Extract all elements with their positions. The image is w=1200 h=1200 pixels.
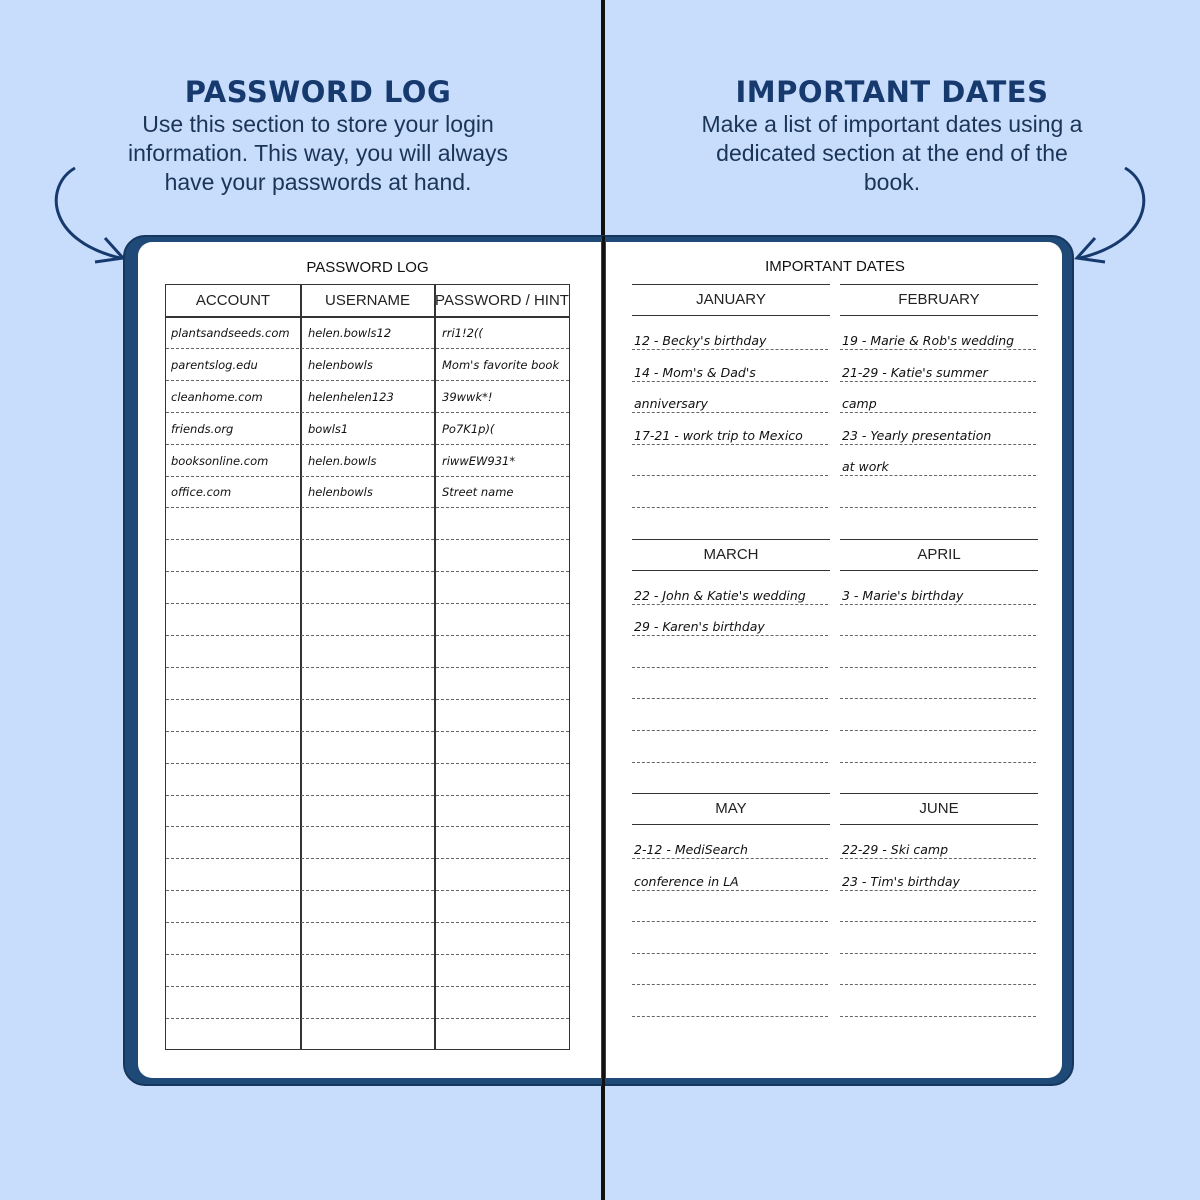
- row-rule: [166, 699, 569, 700]
- entry-line: [840, 444, 1036, 445]
- row-rule: [166, 412, 569, 413]
- entry-line: [632, 890, 828, 891]
- row-rule: [166, 890, 569, 891]
- book-spine: [602, 236, 605, 1086]
- account-cell: parentslog.edu: [171, 357, 258, 372]
- entry-line: [840, 890, 1036, 891]
- row-rule: [166, 603, 569, 604]
- entry-line: [632, 858, 828, 859]
- heading-title: PASSWORD LOG: [184, 75, 452, 109]
- row-rule: [166, 922, 569, 923]
- row-rule: [166, 954, 569, 955]
- username-cell: helen.bowls12: [308, 325, 392, 340]
- entry-line: [632, 762, 828, 763]
- date-entry: at work: [842, 459, 889, 475]
- date-entry: 29 - Karen's birthday: [634, 619, 765, 635]
- password-cell: rri1!2((: [442, 325, 483, 340]
- curved-arrow-right-icon: [1065, 160, 1155, 270]
- password-cell: 39wwk*!: [442, 389, 493, 404]
- entry-line: [632, 667, 828, 668]
- entry-line: [840, 604, 1036, 605]
- row-rule: [166, 476, 569, 477]
- row-rule: [166, 763, 569, 764]
- username-cell: bowls1: [308, 421, 349, 436]
- month-header-may: MAY: [632, 793, 830, 825]
- entry-line: [840, 730, 1036, 731]
- row-rule: [166, 348, 569, 349]
- password-log-title: PASSWORD LOG: [306, 259, 429, 276]
- column-header-username: USERNAME: [324, 292, 410, 309]
- important-dates-title: IMPORTANT DATES: [765, 258, 905, 275]
- entry-line: [632, 381, 828, 382]
- date-entry: 14 - Mom's & Dad's: [634, 364, 756, 380]
- entry-line: [840, 667, 1036, 668]
- entry-line: [840, 858, 1036, 859]
- column-header-account: ACCOUNT: [195, 292, 271, 309]
- entry-line: [632, 444, 828, 445]
- date-entry: 22-29 - Ski camp: [842, 842, 949, 857]
- account-cell: friends.org: [171, 421, 234, 436]
- entry-line: [840, 984, 1036, 985]
- month-header-march: MARCH: [632, 539, 830, 571]
- row-rule: [166, 444, 569, 445]
- heading-line: information. This way, you will always: [127, 140, 509, 166]
- entry-line: [840, 1016, 1036, 1017]
- date-entry: 22 - John & Katie's wedding: [634, 587, 806, 603]
- row-rule: [166, 986, 569, 987]
- password-table: [165, 284, 570, 1050]
- date-entry: anniversary: [634, 396, 708, 412]
- date-entry: 2-12 - MediSearch: [634, 842, 748, 857]
- date-entry: 23 - Tim's birthday: [842, 873, 960, 889]
- entry-line: [632, 921, 828, 922]
- month-header-january: JANUARY: [632, 284, 830, 316]
- entry-line: [840, 762, 1036, 763]
- password-cell: Mom's favorite book: [442, 357, 560, 372]
- date-entry: 17-21 - work trip to Mexico: [634, 427, 803, 443]
- username-cell: helenbowls: [308, 357, 373, 372]
- date-entry: 3 - Marie's birthday: [842, 587, 964, 603]
- entry-line: [840, 381, 1036, 382]
- date-entry: 21-29 - Katie's summer: [842, 364, 988, 380]
- date-entry: conference in LA: [634, 873, 739, 889]
- entry-line: [632, 412, 828, 413]
- row-rule: [166, 795, 569, 796]
- row-rule: [166, 667, 569, 668]
- row-rule: [166, 826, 569, 827]
- entry-line: [632, 635, 828, 636]
- username-cell: helenhelen123: [308, 389, 394, 404]
- password-cell: Po7K1p)(: [442, 421, 495, 436]
- entry-line: [632, 730, 828, 731]
- header-rule: [166, 316, 569, 318]
- row-rule: [166, 380, 569, 381]
- account-cell: booksonline.com: [171, 453, 269, 468]
- row-rule: [166, 571, 569, 572]
- row-rule: [166, 539, 569, 540]
- curved-arrow-left-icon: [45, 160, 135, 270]
- entry-line: [840, 475, 1036, 476]
- entry-line: [632, 475, 828, 476]
- row-rule: [166, 635, 569, 636]
- entry-line: [840, 635, 1036, 636]
- heading-line: Make a list of important dates using a: [701, 111, 1083, 137]
- date-entry: 12 - Becky's birthday: [634, 333, 767, 348]
- password-log-heading: [58, 74, 578, 197]
- heading-line: have your passwords at hand.: [164, 169, 472, 195]
- account-cell: office.com: [171, 485, 232, 500]
- month-header-april: APRIL: [840, 539, 1038, 571]
- password-cell: Street name: [442, 485, 514, 500]
- username-cell: helenbowls: [308, 485, 373, 500]
- entry-line: [840, 507, 1036, 508]
- entry-line: [840, 698, 1036, 699]
- entry-line: [632, 349, 828, 350]
- entry-line: [632, 507, 828, 508]
- heading-line: Use this section to store your login: [142, 111, 494, 137]
- month-header-june: JUNE: [840, 793, 1038, 825]
- date-entry: camp: [842, 396, 877, 412]
- date-entry: 19 - Marie & Rob's wedding: [842, 333, 1015, 348]
- month-header-february: FEBRUARY: [840, 284, 1038, 316]
- row-rule: [166, 1018, 569, 1019]
- entry-line: [840, 921, 1036, 922]
- entry-line: [840, 412, 1036, 413]
- entry-line: [840, 953, 1036, 954]
- heading-title: IMPORTANT DATES: [735, 75, 1049, 109]
- password-cell: riwwEW931*: [442, 453, 516, 468]
- entry-line: [632, 698, 828, 699]
- username-cell: helen.bowls: [308, 453, 377, 468]
- account-cell: cleanhome.com: [171, 389, 263, 404]
- entry-line: [632, 604, 828, 605]
- column-header-password: PASSWORD / HINT: [435, 292, 569, 309]
- row-rule: [166, 731, 569, 732]
- entry-line: [840, 349, 1036, 350]
- date-entry: 23 - Yearly presentation: [842, 427, 992, 443]
- entry-line: [632, 953, 828, 954]
- account-cell: plantsandseeds.com: [171, 325, 290, 340]
- row-rule: [166, 858, 569, 859]
- row-rule: [166, 507, 569, 508]
- entry-line: [632, 1016, 828, 1017]
- heading-line: book.: [863, 169, 921, 195]
- heading-line: dedicated section at the end of the: [716, 140, 1068, 166]
- entry-line: [632, 984, 828, 985]
